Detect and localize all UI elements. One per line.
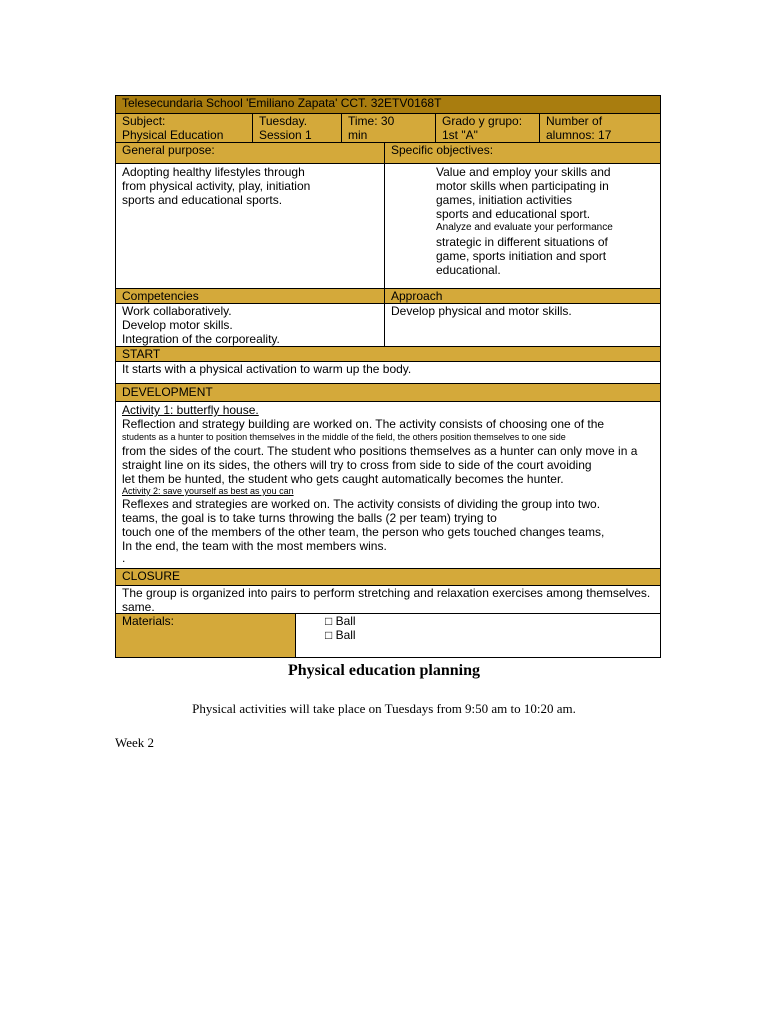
time-unit: min bbox=[348, 128, 368, 142]
competencies-label: Competencies bbox=[122, 289, 199, 303]
objective-line: Value and employ your skills and bbox=[436, 165, 611, 179]
closure-line: same. bbox=[122, 600, 155, 613]
objective-line: strategic in different situations of bbox=[436, 235, 608, 249]
competencies-content-row bbox=[116, 303, 660, 346]
development-text bbox=[116, 402, 660, 568]
activity-1-line: let them be hunted, the student who gets caught automatically becomes the hunter. bbox=[122, 472, 564, 486]
subject-label: Subject: bbox=[122, 114, 166, 128]
objective-line: educational. bbox=[436, 263, 501, 277]
activity-1-line: Reflection and strategy building are worked on. The activity consists of choosing one of the bbox=[122, 417, 605, 431]
development-label: DEVELOPMENT bbox=[122, 385, 213, 399]
info-row bbox=[116, 113, 660, 142]
material-item: □ Ball bbox=[325, 614, 356, 628]
school-name: Telesecundaria School 'Emiliano Zapata' CCT. 32ETV0168T bbox=[122, 96, 442, 110]
general-purpose-line: Adopting healthy lifestyles through bbox=[122, 165, 305, 179]
start-label: START bbox=[122, 347, 161, 361]
students-cell bbox=[539, 114, 660, 142]
approach-text: Develop physical and motor skills. bbox=[384, 304, 660, 346]
development-content-row bbox=[116, 401, 660, 568]
materials-list bbox=[295, 614, 660, 657]
session-value: Session 1 bbox=[259, 128, 312, 142]
objective-line: games, initiation activities bbox=[436, 193, 573, 207]
activity-2-line: . bbox=[122, 551, 126, 565]
objective-line: Analyze and evaluate your performance bbox=[436, 222, 613, 233]
activity-2-line: touch one of the members of the other team, the person who gets touched changes teams, bbox=[122, 525, 605, 539]
closure-content-row bbox=[116, 585, 660, 613]
competencies-list bbox=[116, 304, 384, 346]
closure-label-row bbox=[116, 568, 660, 585]
specific-objectives-label: Specific objectives: bbox=[384, 143, 660, 163]
materials-label: Materials: bbox=[116, 614, 295, 657]
objective-line: game, sports initiation and sport bbox=[436, 249, 607, 263]
day-value: Tuesday. bbox=[259, 114, 308, 128]
grade-label: Grado y grupo: bbox=[442, 114, 523, 128]
subject-value: Physical Education bbox=[122, 128, 224, 142]
activity-1-line: straight line on its sides, the others will try to cross from side to side of the court avoiding bbox=[122, 458, 592, 472]
closure-line: The group is organized into pairs to perform stretching and relaxation exercises among themselves. bbox=[122, 586, 651, 600]
activity-2-line: In the end, the team with the most members wins. bbox=[122, 539, 387, 553]
page-title: Physical education planning bbox=[287, 662, 481, 679]
lesson-plan-table bbox=[115, 95, 661, 658]
general-purpose-line: from physical activity, play, initiation bbox=[122, 179, 311, 193]
time-cell bbox=[341, 114, 435, 142]
start-text: It starts with a physical activation to warm up the body. bbox=[122, 362, 412, 376]
competency-item: Work collaboratively. bbox=[122, 304, 232, 318]
activity-2-line: Reflexes and strategies are worked on. The activity consists of dividing the group into two. bbox=[122, 497, 601, 511]
header-row bbox=[116, 96, 660, 113]
students-value: alumnos: 17 bbox=[546, 128, 612, 142]
activity-1-line: from the sides of the court. The student who positions themselves as a hunter can only move in a bbox=[122, 444, 638, 458]
materials-row bbox=[116, 613, 660, 657]
general-purpose-line: sports and educational sports. bbox=[122, 193, 283, 207]
competencies-label-row bbox=[116, 288, 660, 303]
activity-1-title: Activity 1: butterfly house. bbox=[122, 403, 259, 417]
general-purpose-text bbox=[116, 164, 384, 288]
purpose-label-row bbox=[116, 142, 660, 163]
activity-2-title: Activity 2: save yourself as best as you can bbox=[122, 486, 294, 496]
week-label: Week 2 bbox=[115, 735, 155, 750]
start-content-row bbox=[116, 361, 660, 383]
approach-label: Approach bbox=[384, 289, 660, 303]
competency-item: Develop motor skills. bbox=[122, 318, 233, 332]
time-label: Time: 30 bbox=[348, 114, 395, 128]
objective-line: motor skills when participating in bbox=[436, 179, 609, 193]
closure-text bbox=[116, 586, 660, 613]
start-label-row bbox=[116, 346, 660, 361]
activity-2-line: teams, the goal is to take turns throwing the balls (2 per team) trying to bbox=[122, 511, 497, 525]
specific-objectives-text bbox=[384, 164, 660, 288]
students-label: Number of bbox=[546, 114, 603, 128]
objective-line: sports and educational sport. bbox=[436, 207, 591, 221]
competency-item: Integration of the corporeality. bbox=[122, 332, 280, 346]
development-label-row bbox=[116, 383, 660, 401]
subject-cell bbox=[116, 114, 252, 142]
material-item: □ Ball bbox=[325, 628, 356, 642]
day-cell bbox=[252, 114, 341, 142]
closure-label: CLOSURE bbox=[122, 569, 181, 583]
general-purpose-label: General purpose: bbox=[122, 143, 215, 157]
grade-value: 1st "A" bbox=[442, 128, 478, 142]
activity-1-line: students as a hunter to position themselves in the middle of the field, the others position themselves to one side bbox=[122, 432, 566, 442]
grade-cell bbox=[435, 114, 539, 142]
schedule-note: Physical activities will take place on Tuesdays from 9:50 am to 10:20 am. bbox=[192, 701, 576, 716]
purpose-content-row bbox=[116, 163, 660, 288]
